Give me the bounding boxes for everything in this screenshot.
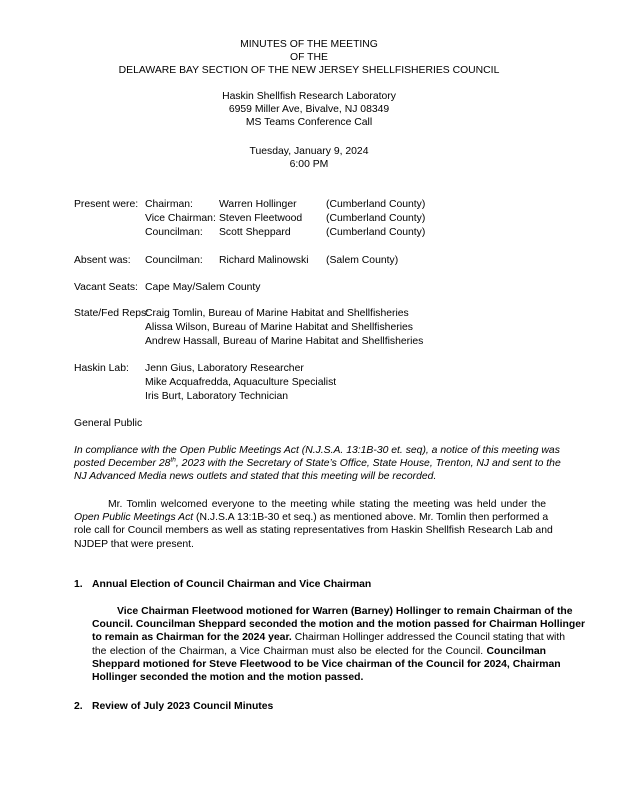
location-line-3: MS Teams Conference Call	[245, 117, 373, 128]
haskin-member-2: Mike Acquafredda, Aquaculture Specialist	[145, 377, 337, 388]
section-1-number: 1.	[74, 579, 83, 590]
present-county-3: (Cumberland County)	[326, 227, 426, 238]
meeting-time: 6:00 PM	[289, 159, 329, 170]
welcome-line-2b: (N.J.S.A 13:1B-30 et seq.) as mentioned above. Mr. Tomlin then performed a	[193, 512, 549, 524]
section-1-line-5: Sheppard motioned for Steve Fleetwood to be Vice chairman of the Council for 2024, Chairman	[92, 658, 561, 670]
compliance-line-3: NJ Advanced Media news outlets and stated that this meeting will be recorded.	[74, 471, 437, 483]
statefed-label: State/Fed Reps:	[74, 308, 150, 319]
present-county-1: (Cumberland County)	[326, 199, 426, 210]
compliance-paragraph	[74, 444, 561, 484]
compliance-line-2b: , 2023 with the Secretary of State’s Office, State House, Trenton, NJ and sent to the	[175, 458, 561, 470]
welcome-line-2a: Open Public Meetings Act	[74, 512, 194, 524]
vacant-seats: Cape May/Salem County	[145, 282, 261, 293]
haskin-member-1: Jenn Gius, Laboratory Researcher	[145, 363, 304, 374]
present-name-2: Steven Fleetwood	[219, 213, 303, 224]
welcome-paragraph	[74, 498, 553, 551]
compliance-line-1: In compliance with the Open Public Meetings Act (N.J.S.A. 13:1B-30 et. seq), a notice of this meeting was	[74, 445, 560, 456]
section-2-title: Review of July 2023 Council Minutes	[92, 701, 274, 712]
meeting-date: Tuesday, January 9, 2024	[249, 146, 369, 157]
haskin-member-3: Iris Burt, Laboratory Technician	[145, 391, 289, 402]
section-2-number: 2.	[74, 701, 83, 712]
welcome-line-1: Mr. Tomlin welcomed everyone to the meeting while stating the meeting was held under the	[108, 499, 546, 510]
compliance-sup: th	[170, 456, 176, 464]
haskin-label: Haskin Lab:	[74, 363, 129, 374]
present-role-2: Vice Chairman:	[145, 213, 216, 224]
general-public: General Public	[74, 418, 143, 429]
compliance-line-2a: posted December 28	[74, 458, 171, 470]
absent-role: Councilman:	[145, 255, 203, 266]
statefed-rep-3: Andrew Hassall, Bureau of Marine Habitat and Shellfisheries	[145, 336, 424, 347]
heading-line-3: DELAWARE BAY SECTION OF THE NEW JERSEY SHELLFISHERIES COUNCIL	[118, 65, 500, 76]
section-1-paragraph	[92, 605, 586, 684]
present-name-1: Warren Hollinger	[219, 199, 297, 210]
present-label: Present were:	[74, 199, 139, 210]
welcome-line-3: role call for Council members as well as stating representatives from Haskin Shellfish Research Lab and	[74, 525, 553, 537]
section-1-line-4: the election of the Chairman, a Vice Chairman must also be elected for the Council.	[92, 645, 484, 657]
section-1-title: Annual Election of Council Chairman and Vice Chairman	[92, 579, 372, 590]
heading-line-1: MINUTES OF THE MEETING	[240, 39, 378, 50]
location-line-1: Haskin Shellfish Research Laboratory	[222, 91, 396, 102]
section-1-line-3a: to remain as Chairman for the 2024 year.	[92, 632, 292, 644]
section-1-line-4b: Councilman	[483, 645, 546, 657]
welcome-line-4: NJDEP that were present.	[74, 538, 194, 550]
location-line-2: 6959 Miller Ave, Bivalve, NJ 08349	[228, 104, 390, 115]
absent-county: (Salem County)	[326, 255, 399, 266]
section-1-line-3b: Chairman Hollinger addressed the Council stating that with	[291, 632, 566, 644]
section-1-line-1: Vice Chairman Fleetwood motioned for Warren (Barney) Hollinger to remain Chairman of the	[117, 606, 573, 617]
present-county-2: (Cumberland County)	[326, 213, 426, 224]
statefed-rep-1: Craig Tomlin, Bureau of Marine Habitat and Shellfisheries	[145, 308, 409, 319]
absent-name: Richard Malinowski	[219, 255, 309, 266]
present-role-1: Chairman:	[145, 199, 193, 210]
heading-line-2: OF THE	[290, 52, 328, 63]
vacant-label: Vacant Seats:	[74, 282, 138, 293]
section-1-line-2: Council. Councilman Sheppard seconded the motion and the motion passed for Chairman Hollinger	[92, 619, 586, 631]
present-role-3: Councilman:	[145, 227, 203, 238]
statefed-rep-2: Alissa Wilson, Bureau of Marine Habitat and Shellfisheries	[145, 322, 413, 333]
absent-label: Absent was:	[74, 255, 131, 266]
section-1-line-6: Hollinger seconded the motion and the motion passed.	[92, 672, 364, 684]
present-name-3: Scott Sheppard	[219, 227, 291, 238]
